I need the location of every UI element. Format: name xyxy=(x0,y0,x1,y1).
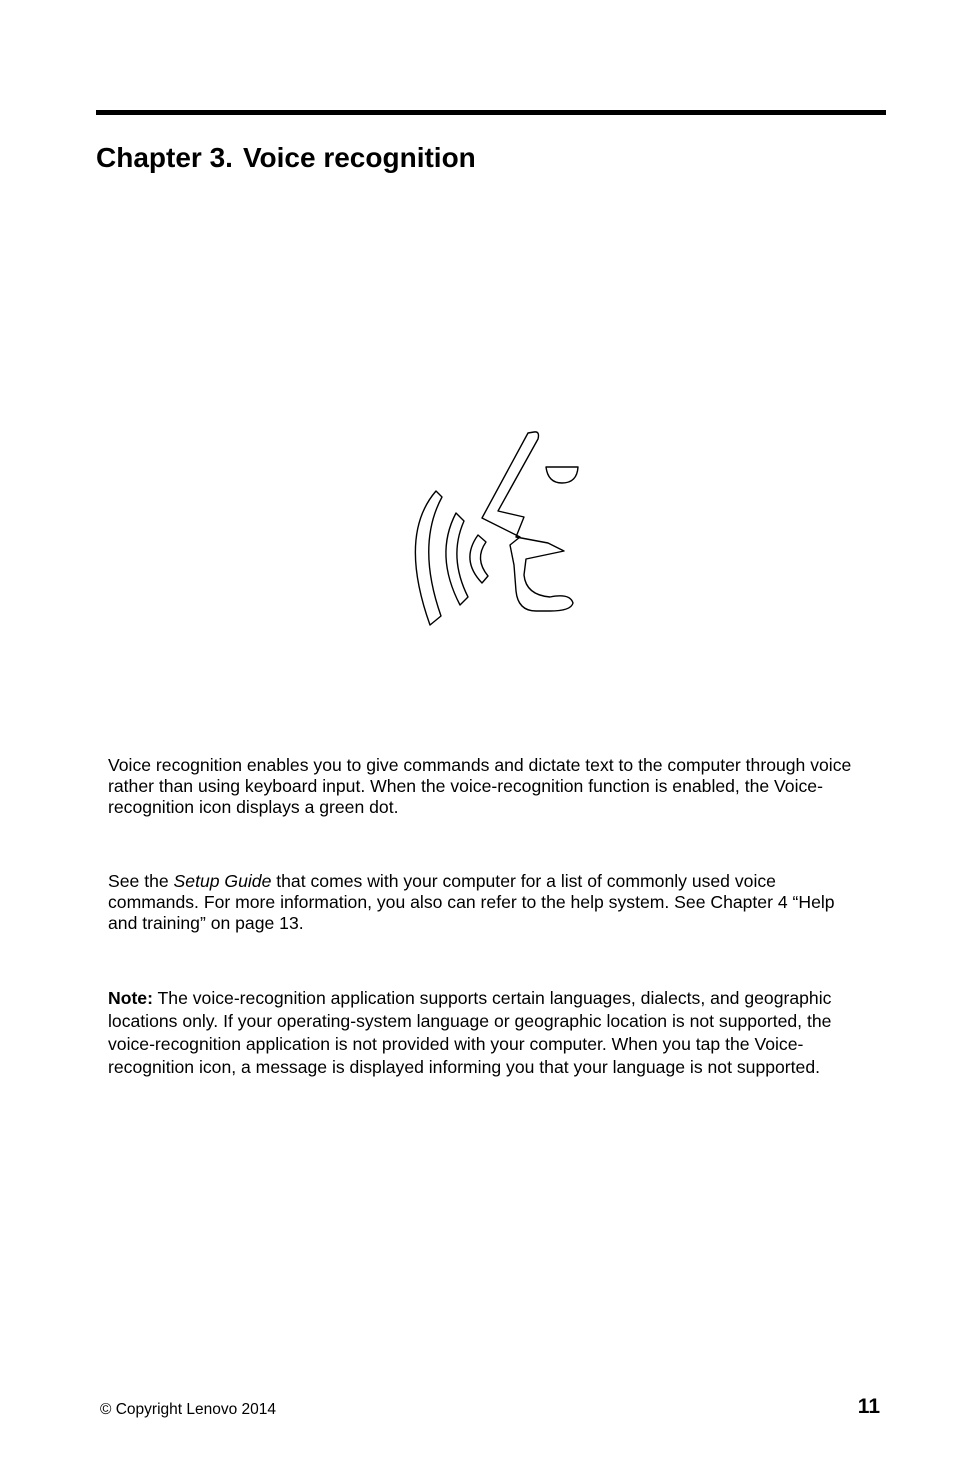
paragraph-setup-guide-lead: See the xyxy=(108,871,174,891)
paragraph-setup-guide xyxy=(108,871,868,934)
face-profile xyxy=(482,432,573,611)
sound-wave-middle xyxy=(446,513,468,605)
paragraph-intro: Voice recognition enables you to give commands and dictate text to the computer through voice rather than using keyboard input. When the voice-recognition function is enabled, the Voice-recognition icon displays a green dot. xyxy=(108,755,852,817)
voice-recognition-icon xyxy=(398,425,588,635)
note-label: Note: xyxy=(108,988,153,1008)
chapter-title xyxy=(96,140,476,176)
sound-wave-inner xyxy=(470,535,488,583)
chapter-title-text: Voice recognition xyxy=(242,142,476,173)
page-number: 11 xyxy=(857,1395,880,1418)
note-paragraph xyxy=(108,987,868,1079)
setup-guide-title: Setup Guide xyxy=(173,871,272,891)
sound-wave-outer xyxy=(415,491,442,625)
eye xyxy=(546,467,578,483)
chapter-number: Chapter 3. xyxy=(96,142,233,173)
note-text: The voice-recognition application supports certain languages, dialects, and geographic locations only. If your operating-system language or geographic location is not supported, the voice-recognition application is not provided with your computer. When you tap the Voice-recognition icon, a message is displayed informing you that your language is not supported. xyxy=(108,988,832,1077)
footer-copyright: © Copyright Lenovo 2014 xyxy=(100,1401,277,1418)
paragraph-setup-guide-rest: that comes with your computer for a list of commonly used voice commands. For more information, you also can refer to the help system. See Chapter 4 “Help and training” on page 13. xyxy=(108,871,835,933)
chapter-top-rule xyxy=(96,110,886,115)
